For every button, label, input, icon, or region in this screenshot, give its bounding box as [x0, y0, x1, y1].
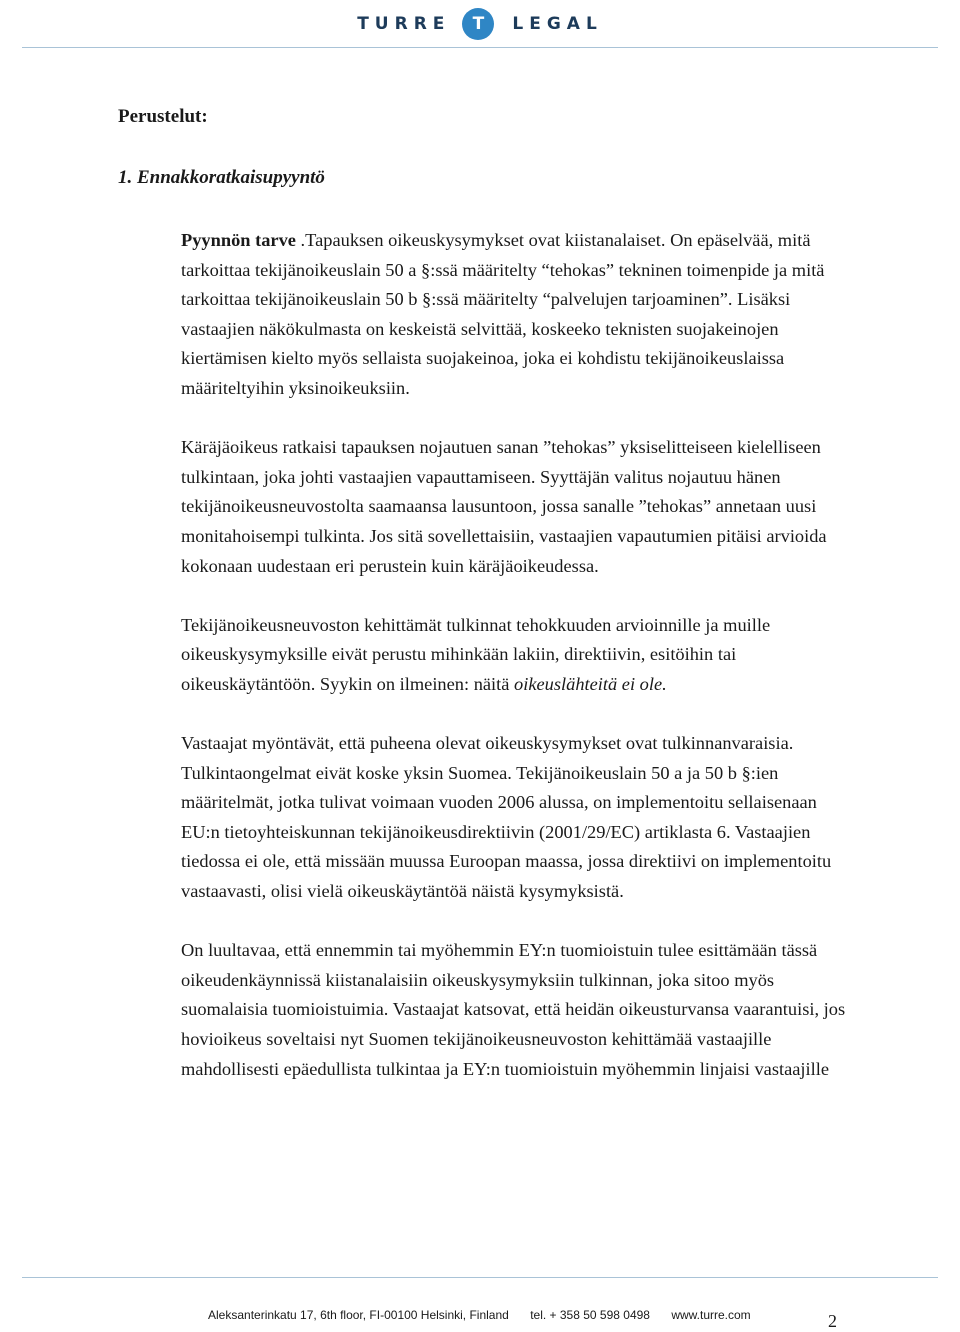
footer-address: Aleksanterinkatu 17, 6th floor, FI-00100 Helsinki, Finland [208, 1308, 509, 1322]
header-divider [22, 47, 938, 48]
logo-word-left: TURRE [357, 14, 451, 34]
document-body [181, 226, 849, 1114]
page-number: 2 [828, 1311, 837, 1331]
section-heading: Perustelut: [118, 106, 208, 127]
paragraph-1 [181, 226, 849, 404]
turre-legal-logo [0, 4, 960, 44]
logo-word-right: LEGAL [512, 14, 603, 34]
paragraph-4: Vastaajat myöntävät, että puheena olevat oikeuskysymykset ovat tulkinnanvaraisia. Tulkintaongelmat eivät koske yksin Suomea. Tekijänoikeuslain 50 a ja 50 b §:ien määritelmät, jotka tulivat voimaan vuoden 2006 alussa, on implementoitu sellaisenaan EU:n tietoyhteiskunnan tekijänoikeusdirektiivin (2001/29/EC) artiklasta 6. Vastaajien tiedossa ei ole, että missään muussa Euroopan maassa, jossa direktiivi on implementoitu vastaavasti, olisi vielä oikeuskäytäntöä näistä kysymyksistä. [181, 733, 832, 902]
paragraph-1-lead: Pyynnön tarve [181, 230, 296, 250]
logo-badge-letter: T [472, 14, 485, 34]
footer-divider [22, 1277, 938, 1278]
paragraph-3-text: Tekijänoikeusneuvoston kehittämät tulkinnat tehokkuuden arvioinnille ja muille oikeuskysymyksille eivät perustu mihinkään lakiin, direktiivin, esitöihin tai oikeuskäytäntöön. Syykin on ilmeinen: näitä [181, 614, 771, 694]
page-header [0, 0, 960, 50]
logo-badge-icon [462, 8, 494, 40]
section-subheading: 1. Ennakkoratkaisupyyntö [118, 167, 325, 188]
footer-phone: tel. + 358 50 598 0498 [530, 1308, 650, 1322]
paragraph-3-emphasis: oikeuslähteitä ei ole. [514, 673, 667, 694]
paragraph-2: Käräjäoikeus ratkaisi tapauksen nojautuen sanan ”tehokas” yksiselitteiseen kielelliseen tulkintaan, joka johti vastaajien vapauttamiseen. Syyttäjän valitus nojautuu hänen tekijänoikeusneuvostolta saamaansa lausuntoon, jossa sanalle ”tehokas” annetaan uusi monitahoisempi tulkinta. Jos sitä sovellettaisiin, vastaajien vapautumien pitäisi arvioida kokonaan uudestaan eri perustein kuin käräjäoikeudessa. [181, 437, 827, 576]
footer-website: www.turre.com [671, 1308, 751, 1322]
paragraph-1-text: .Tapauksen oikeuskysymykset ovat kiistanalaiset. On epäselvää, mitä tarkoittaa tekijänoikeuslain 50 a §:ssä määritelty “tehokas” tekninen toimenpide ja mitä tarkoittaa tekijänoikeuslain 50 b §:ssä määritelty “palvelujen tarjoaminen”. Lisäksi vastaajien näkökulmasta on keskeistä selvittää, koskeeko teknisten suojakeinojen kiertämisen kielto myös sellaista suojakeinoa, joka ei kohdistu tekijänoikeuslaissa määriteltyihin yksinoikeuksiin. [181, 230, 825, 398]
paragraph-3 [181, 611, 849, 700]
paragraph-5: On luultavaa, että ennemmin tai myöhemmin EY:n tuomioistuin tulee esittämään tässä oikeudenkäynnissä kiistanalaisiin oikeuskysymyksiin tulkinnan, joka sitoo myös suomalaisia tuomioistuimia. Vastaajat katsovat, että heidän oikeusturvansa vaarantuisi, jos hovioikeus soveltaisi nyt Suomen tekijänoikeusneuvoston kehittämää vastaajille mahdollisesti epäedullista tulkintaa ja EY:n tuomioistuin myöhemmin linjaisi vastaajille [181, 940, 846, 1079]
page-footer [208, 1308, 769, 1322]
